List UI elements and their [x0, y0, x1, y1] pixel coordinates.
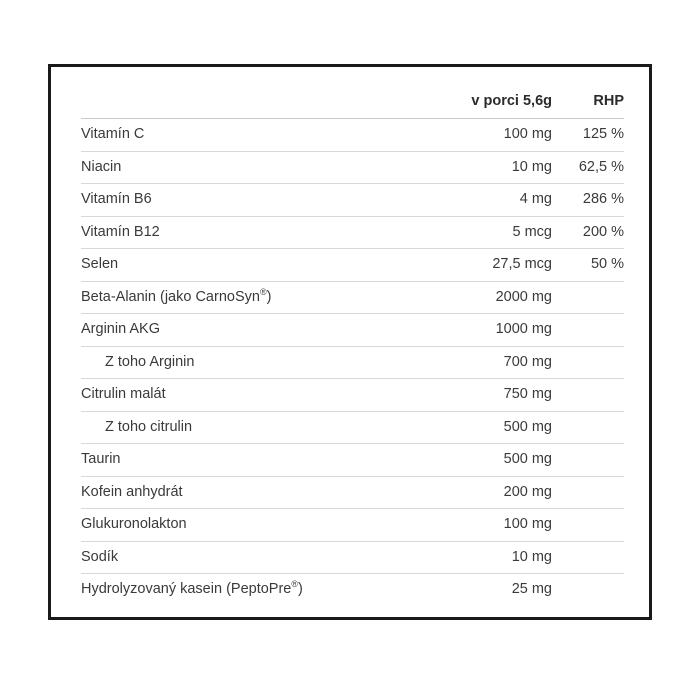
nutrient-name: Beta-Alanin (jako CarnoSyn®) [81, 281, 426, 314]
nutrient-amount: 500 mg [426, 444, 552, 477]
nutrient-name: Niacin [81, 151, 426, 184]
nutrient-rhp [552, 509, 624, 542]
nutrient-rhp: 286 % [552, 184, 624, 217]
nutrient-name: Hydrolyzovaný kasein (PeptoPre®) [81, 579, 303, 597]
nutrient-rhp [552, 379, 624, 412]
table-row [81, 346, 624, 379]
table-row [81, 314, 624, 347]
nutrient-amount: 10 mg [426, 541, 552, 574]
nutrient-name: Arginin AKG [81, 314, 426, 347]
table-row [81, 444, 624, 477]
nutrient-rhp [552, 574, 624, 606]
nutrient-amount: 200 mg [426, 476, 552, 509]
nutrient-amount: 2000 mg [426, 281, 552, 314]
table-body [81, 119, 624, 606]
nutrient-name: Sodík [81, 541, 426, 574]
nutrient-rhp [552, 541, 624, 574]
table-row [81, 379, 624, 412]
nutrient-rhp [552, 281, 624, 314]
nutrient-amount: 10 mg [426, 151, 552, 184]
table-head [81, 93, 624, 119]
nutrient-name: Vitamín B12 [81, 216, 426, 249]
nutrient-amount: 4 mg [426, 184, 552, 217]
nutrient-amount: 5 mcg [426, 216, 552, 249]
table-row [81, 281, 624, 314]
nutrient-amount: 25 mg [511, 581, 552, 597]
nutrient-rhp: 62,5 % [552, 151, 624, 184]
nutrition-facts-panel [48, 64, 652, 620]
nutrient-amount: 700 mg [426, 346, 552, 379]
table-row [81, 249, 624, 282]
table-row [81, 151, 624, 184]
nutrient-name: Citrulin malát [81, 379, 426, 412]
nutrient-name: Z toho Arginin [81, 346, 426, 379]
table-row [81, 476, 624, 509]
nutrient-name: Glukuronolakton [81, 509, 426, 542]
nutrient-name: Vitamín B6 [81, 184, 426, 217]
table-row [81, 509, 624, 542]
table-row [81, 216, 624, 249]
nutrient-rhp [552, 476, 624, 509]
nutrient-rhp: 125 % [552, 119, 624, 152]
nutrient-name: Taurin [81, 444, 426, 477]
nutrient-rhp: 50 % [552, 249, 624, 282]
nutrient-name: Kofein anhydrát [81, 476, 426, 509]
table-row [81, 574, 624, 606]
nutrient-amount: 27,5 mcg [426, 249, 552, 282]
nutrient-rhp: 200 % [552, 216, 624, 249]
nutrient-name: Vitamín C [81, 119, 426, 152]
table-row [81, 541, 624, 574]
column-header-amount: v porci 5,6g [426, 93, 552, 119]
nutrient-rhp [552, 444, 624, 477]
column-header-name [81, 93, 426, 119]
nutrient-amount: 100 mg [426, 509, 552, 542]
nutrient-name: Selen [81, 249, 426, 282]
table-row [81, 119, 624, 152]
nutrition-table [81, 93, 624, 606]
table-row [81, 411, 624, 444]
nutrient-amount: 1000 mg [426, 314, 552, 347]
nutrient-amount: 500 mg [426, 411, 552, 444]
table-row [81, 184, 624, 217]
nutrient-amount: 750 mg [426, 379, 552, 412]
nutrient-rhp [552, 411, 624, 444]
column-header-rhp: RHP [552, 93, 624, 119]
nutrient-name: Z toho citrulin [81, 411, 426, 444]
nutrient-rhp [552, 314, 624, 347]
nutrient-amount: 100 mg [426, 119, 552, 152]
nutrient-rhp [552, 346, 624, 379]
table-header-row [81, 93, 624, 119]
